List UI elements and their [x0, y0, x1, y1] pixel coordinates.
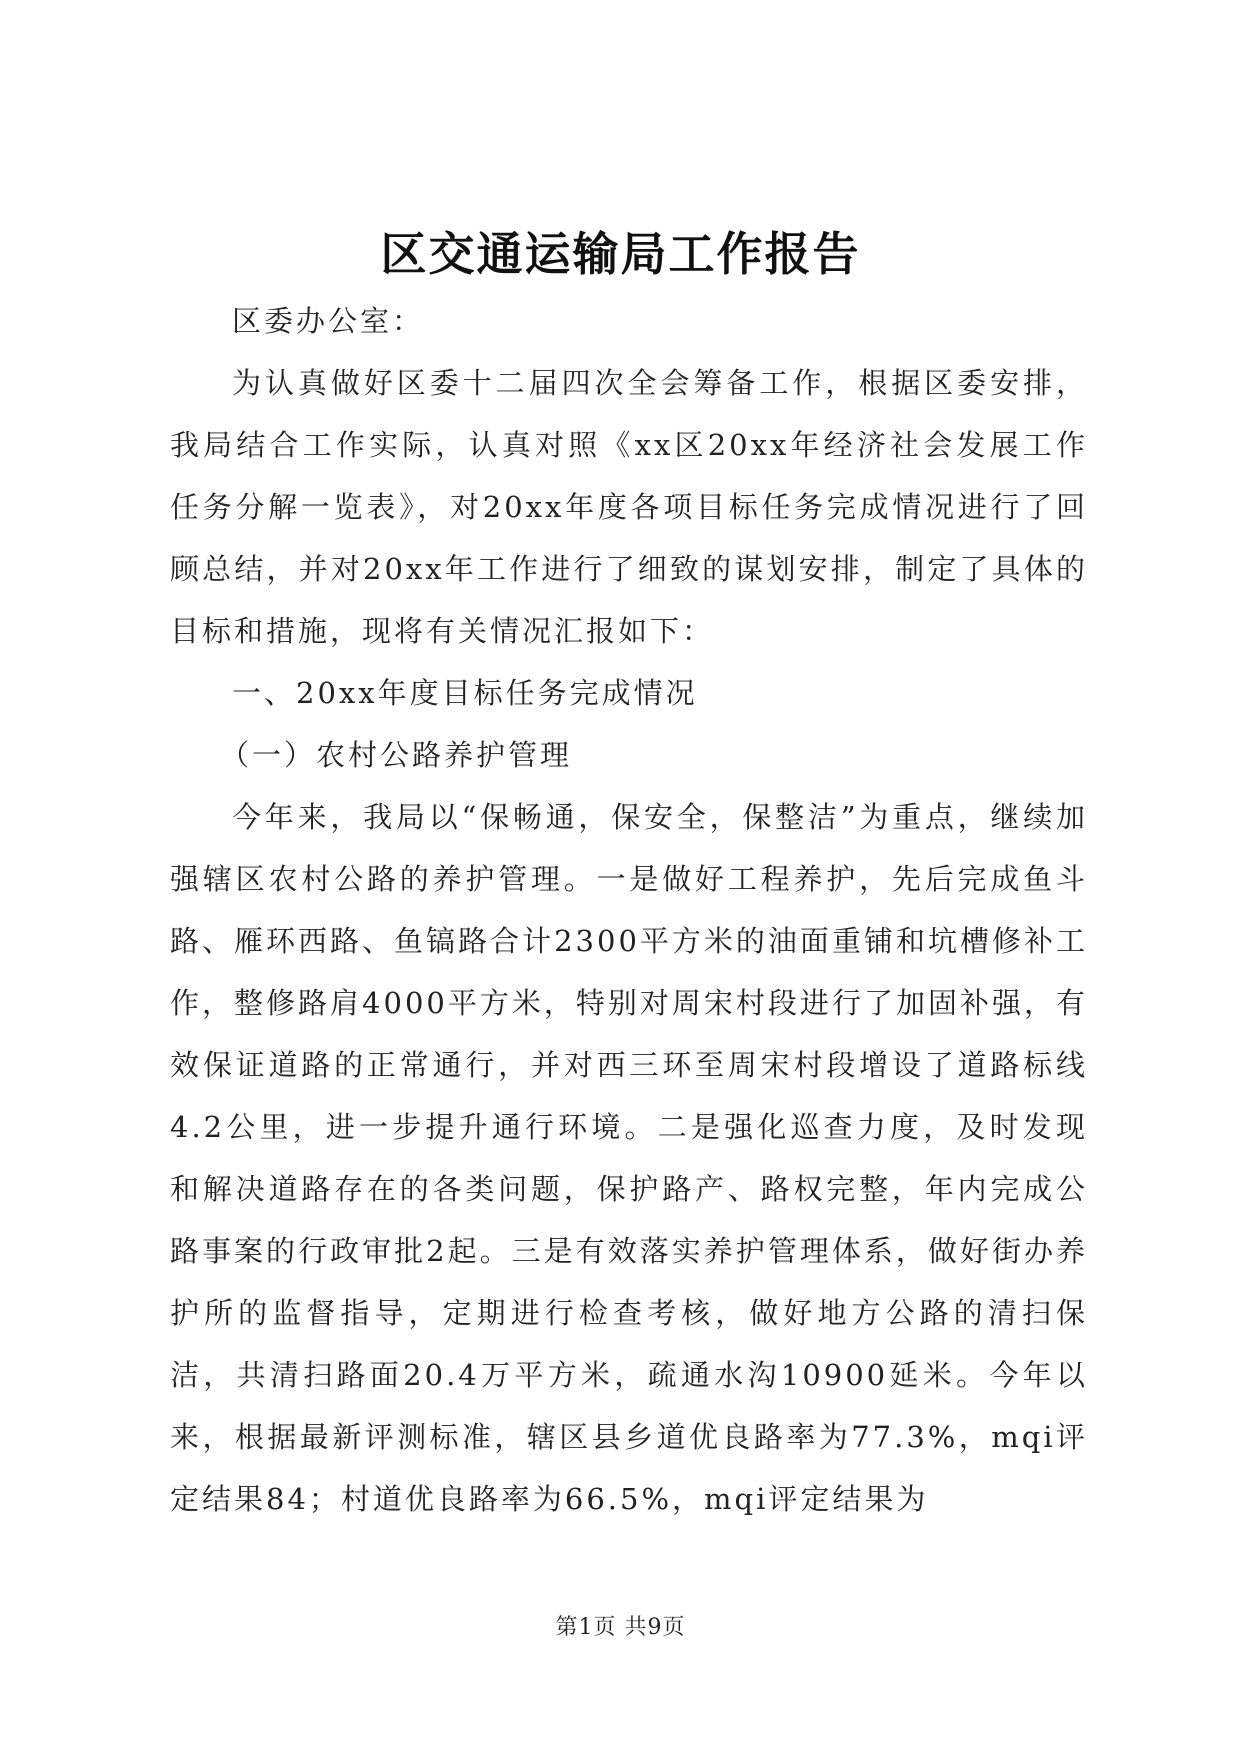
intro-paragraph: 为认真做好区委十二届四次全会筹备工作，根据区委安排，我局结合工作实际，认真对照《xx区20xx年经济社会发展工作任务分解一览表》，对20xx年度各项目标任务完成情况进行了回顾总结，并对20xx年工作进行了细致的谋划安排，制定了具体的目标和措施，现将有关情况汇报如下： — [170, 366, 1088, 648]
document-title: 区交通运输局工作报告 — [380, 227, 861, 281]
document-body — [170, 290, 1088, 1530]
section-heading: 一、20xx年度目标任务完成情况 — [232, 676, 698, 710]
subsection-heading: （一）农村公路养护管理 — [220, 738, 573, 772]
page-footer: 第1页 共9页 — [555, 1615, 686, 1640]
body-paragraph: 今年来，我局以“保畅通，保安全，保整洁”为重点，继续加强辖区农村公路的养护管理。一是做好工程养护，先后完成鱼斗路、雁环西路、鱼镐路合计2300平方米的油面重铺和坑槽修补工作，整修路肩4000平方米，特别对周宋村段进行了加固补强，有效保证道路的正常通行，并对西三环至周宋村段增设了道路标线4.2公里，进一步提升通行环境。二是强化巡查力度，及时发现和解决道路存在的各类问题，保护路产、路权完整，年内完成公路事案的行政审批2起。三是有效落实养护管理体系，做好街办养护所的监督指导，定期进行检查考核，做好地方公路的清扫保洁，共清扫路面20.4万平方米，疏通水沟10900延米。今年以来，根据最新评测标准，辖区县乡道优良路率为77.3%，mqi评定结果84；村道优良路率为66.5%，mqi评定结果为 — [170, 800, 1088, 1516]
salutation: 区委办公室： — [232, 304, 425, 338]
